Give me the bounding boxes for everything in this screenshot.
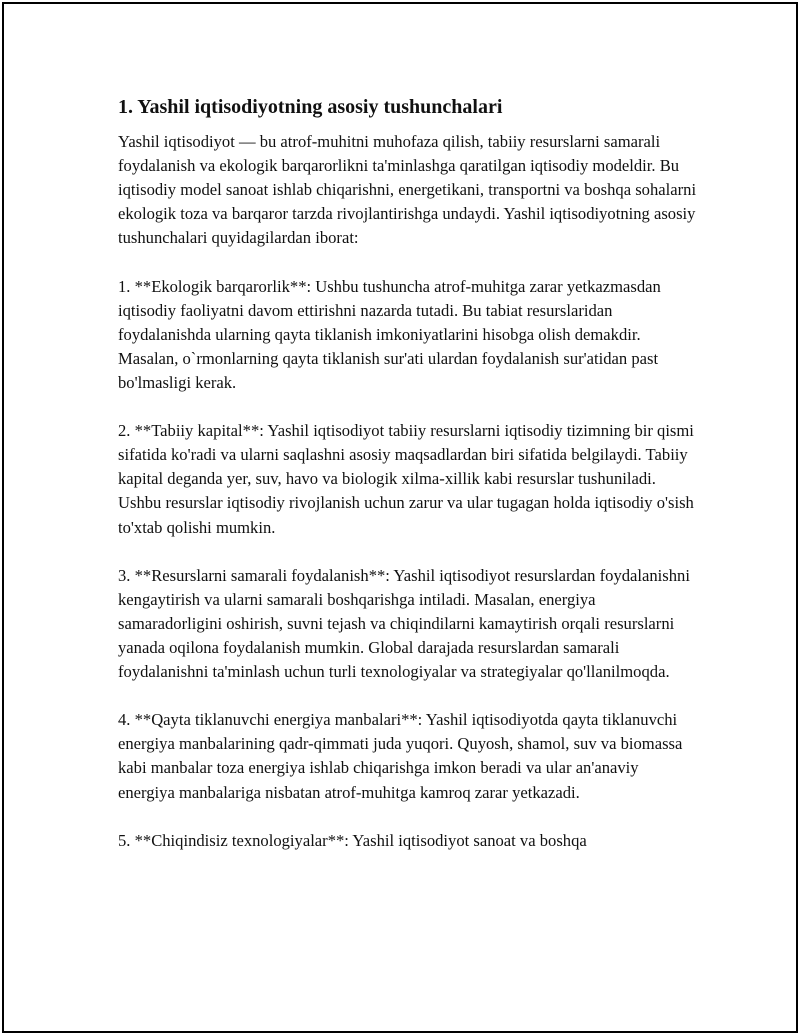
page-title: 1. Yashil iqtisodiyotning asosiy tushunchalari bbox=[118, 96, 503, 118]
list-item: 5. **Chiqindisiz texnologiyalar**: Yashil iqtisodiyot sanoat va boshqa bbox=[118, 830, 587, 850]
document-body bbox=[118, 93, 698, 853]
intro-paragraph: Yashil iqtisodiyot — bu atrof-muhitni muhofaza qilish, tabiiy resurslarni samarali foydalanish va ekologik barqarorlikni ta'minlashga qaratilgan iqtisodiy modeldir. Bu iqtisodiy model sanoat ishlab chiqarishni, energetikani, transportni va boshqa sohalarni ekologik toza va barqaror tarzda rivojlantirishga undaydi. Yashil iqtisodiyotning asosiy tushunchalari quyidagilardan iborat: bbox=[118, 132, 697, 248]
list-item: 4. **Qayta tiklanuvchi energiya manbalari**: Yashil iqtisodiyotda qayta tiklanuvchi energiya manbalarining qadr-qimmati juda yuqori. Quyosh, shamol, suv va biomassa kabi manbalar toza energiya ishlab chiqarishga imkon beradi va ular an'anaviy energiya manbalariga nisbatan atrof-muhitga kamroq zarar yetkazadi. bbox=[118, 710, 683, 802]
list-item: 2. **Tabiiy kapital**: Yashil iqtisodiyot tabiiy resurslarni iqtisodiy tizimning bir qismi sifatida ko'radi va ularni saqlashni asosiy maqsadlardan biri sifatida belgilaydi. Tabiiy kapital deganda yer, suv, havo va biologik xilma-xillik kabi resurslar tushuniladi. Ushbu resurslar iqtisodiy rivojlanish uchun zarur va ular tugagan holda iqtisodiy o'sish to'xtab qolishi mumkin. bbox=[118, 421, 694, 537]
list-item: 3. **Resurslarni samarali foydalanish**: Yashil iqtisodiyot resurslardan foydalanishni kengaytirish va ularni samarali boshqarishga intiladi. Masalan, energiya samaradorligini oshirish, suvni tejash va chiqindilarni kamaytirish orqali resurslarni yanada oqilona foydalanish mumkin. Global darajada resurslardan samarali foydalanishni ta'minlash uchun turli texnologiyalar va strategiyalar qo'llanilmoqda. bbox=[118, 565, 690, 682]
list-item: 1. **Ekologik barqarorlik**: Ushbu tushuncha atrof-muhitga zarar yetkazmasdan iqtisodiy faoliyatni davom ettirishni nazarda tutadi. Bu tabiat resurslaridan foydalanishda ularning qayta tiklanish imkoniyatlarini hisobga olish demakdir. Masalan, o`rmonlarning qayta tiklanish sur'ati ulardan foydalanish sur'atidan past bo'lmasligi kerak. bbox=[118, 276, 661, 392]
